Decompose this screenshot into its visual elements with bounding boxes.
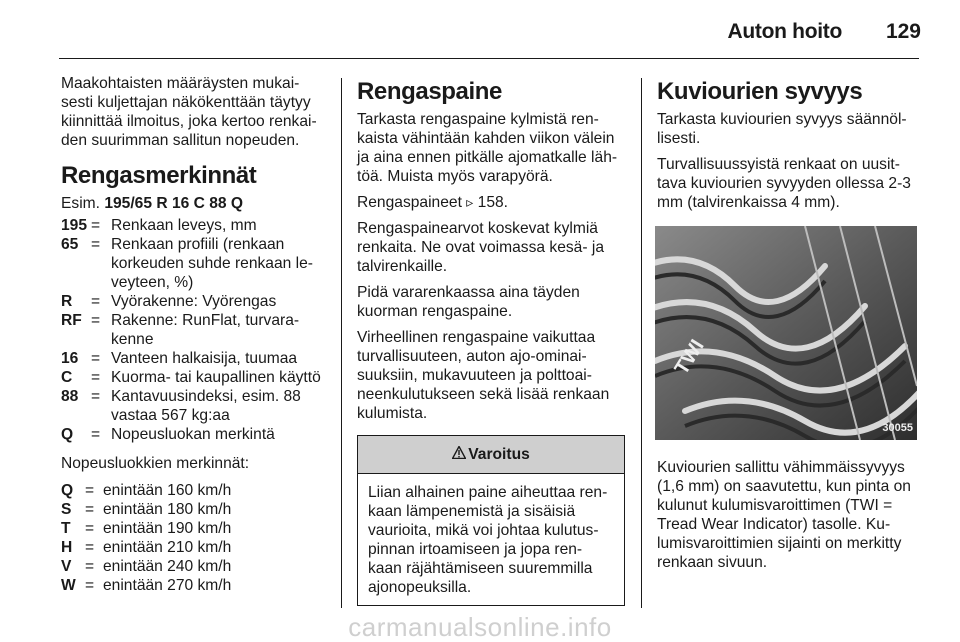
item-eq: = [85, 558, 95, 575]
example-line [61, 194, 331, 213]
twi-label: TWI [670, 335, 709, 379]
item-eq: = [85, 501, 95, 518]
item-desc: Rakenne: RunFlat, turvara-kenne [111, 312, 300, 348]
page-number: 129 [885, 20, 921, 43]
speed-intro: Nopeusluokkien merkinnät: [61, 455, 250, 472]
list-item [61, 387, 331, 425]
item-eq: = [91, 217, 101, 234]
item-key: C [61, 369, 73, 386]
warning-text: Liian alhainen paine aiheuttaa ren-kaan lämpenemistä ja sisäisiä vaurioita, mikä voi johtaa kulutus-pinnan irtoamiseen ja jopa ren-kaan räjähtämiseen suuremmilla ajonopeuksilla. [368, 484, 608, 596]
item-desc: enintään 160 km/h [103, 482, 232, 499]
item-key: 16 [61, 350, 79, 367]
header-divider [59, 58, 919, 59]
item-key: H [61, 539, 73, 556]
item-eq: = [91, 350, 101, 367]
tread-image [655, 226, 917, 440]
list-item [61, 311, 331, 349]
example-code: 195/65 R 16 C 88 Q [104, 195, 244, 212]
tread-p3: Kuviourien sallittu vähimmäissyvyys (1,6 mm) on saavutettu, kun pinta on kulunut kulumisvaroittimen (TWI = Tread Wear Indicator) tasolle. Ku-lumisvaroittimien sijainti on merkitty renkaan sivuun. [657, 459, 911, 571]
item-key: Q [61, 482, 74, 499]
item-desc: Kantavuusindeksi, esim. 88 vastaa 567 kg:aa [111, 388, 301, 424]
column-divider-1 [341, 78, 342, 608]
watermark: carmanualsonline.info [348, 612, 612, 642]
item-eq: = [85, 482, 95, 499]
list-item [61, 576, 331, 595]
image-number: 30055 [882, 422, 913, 434]
item-eq: = [85, 577, 95, 594]
item-desc: Renkaan profiili (renkaan korkeuden suhde renkaan le-veyteen, %) [111, 236, 313, 291]
item-desc: Renkaan leveys, mm [111, 217, 257, 234]
page-header [0, 0, 960, 58]
tread-p2: Turvallisuussyistä renkaat on uusit-tava kuviourien syvyyden ollessa 2-3 mm (talvirenkaissa 4 mm). [657, 156, 911, 211]
heading-tire-markings: Rengasmerkinnät [61, 162, 257, 189]
speed-list [61, 481, 331, 595]
example-label: Esim. [61, 195, 100, 212]
pressure-ref-page[interactable]: 158. [477, 194, 508, 211]
pressure-p3: Rengaspainearvot koskevat kylmiä renkaita. Ne ovat voimassa kesä- ja talvirenkaille. [357, 220, 605, 275]
heading-tread-depth: Kuviourien syvyys [657, 78, 863, 105]
warning-header [358, 436, 624, 474]
item-eq: = [91, 293, 101, 310]
tire-tread-illustration [655, 226, 917, 440]
item-key: T [61, 520, 71, 537]
warning-triangle-icon [452, 445, 466, 464]
markings-list [61, 216, 331, 444]
column-tread-depth [657, 74, 923, 579]
item-key: S [61, 501, 72, 518]
pressure-p5: Virheellinen rengaspaine vaikuttaa turvallisuuteen, auton ajo-ominai-suuksiin, mukavuuteen ja polttoai-neenkulutukseen sekä lisää renkaan kulumista. [357, 329, 610, 422]
list-item [61, 235, 331, 292]
item-eq: = [91, 369, 101, 386]
pressure-p1: Tarkasta rengaspaine kylmistä ren-kaista vähintään kahden viikon välein ja aina ennen pitkälle ajomatkalle läh-töä. Muista myös varapyörä. [357, 111, 618, 185]
item-eq: = [85, 520, 95, 537]
tread-p1: Tarkasta kuviourien syvyys säännöl-lisesti. [657, 111, 907, 147]
item-eq: = [91, 312, 101, 329]
section-title: Auton hoito [727, 20, 842, 43]
list-item [61, 216, 331, 235]
item-desc: enintään 210 km/h [103, 539, 232, 556]
item-key: W [61, 577, 76, 594]
list-item [61, 557, 331, 576]
list-item [61, 481, 331, 500]
pressure-ref-text: Rengaspaineet [357, 194, 462, 211]
item-desc: Vanteen halkaisija, tuumaa [111, 350, 298, 367]
list-item [61, 538, 331, 557]
item-key: 195 [61, 217, 88, 234]
item-key: R [61, 293, 73, 310]
item-key: V [61, 558, 72, 575]
column-divider-2 [641, 78, 642, 608]
list-item [61, 349, 331, 368]
item-desc: enintään 240 km/h [103, 558, 232, 575]
list-item [61, 425, 331, 444]
page-ref-arrow-icon: ▹ [466, 194, 474, 210]
item-desc: enintään 190 km/h [103, 520, 232, 537]
heading-tire-pressure: Rengaspaine [357, 78, 502, 105]
column-tire-pressure [357, 74, 625, 606]
item-key: 88 [61, 388, 79, 405]
item-eq: = [91, 388, 101, 405]
warning-box [357, 435, 625, 606]
item-desc: Nopeusluokan merkintä [111, 426, 275, 443]
item-eq: = [91, 236, 101, 253]
list-item [61, 500, 331, 519]
pressure-p2 [357, 193, 625, 212]
item-key: Q [61, 426, 74, 443]
warning-title: Varoitus [468, 446, 530, 463]
item-key: RF [61, 312, 82, 329]
item-eq: = [85, 539, 95, 556]
intro-paragraph: Maakohtaisten määräysten mukai-sesti kuljettajan näkökenttään täytyy kiinnittää ilmoitus, joka kertoo renkai-den suurimman sallitun nopeuden. [61, 75, 317, 149]
item-eq: = [91, 426, 101, 443]
item-key: 65 [61, 236, 79, 253]
item-desc: Kuorma- tai kaupallinen käyttö [111, 369, 321, 386]
list-item [61, 292, 331, 311]
pressure-p4: Pidä vararenkaassa aina täyden kuorman rengaspaine. [357, 284, 580, 320]
column-tire-markings [61, 74, 331, 605]
list-item [61, 368, 331, 387]
item-desc: enintään 270 km/h [103, 577, 232, 594]
item-desc: Vyörakenne: Vyörengas [111, 293, 277, 310]
item-desc: enintään 180 km/h [103, 501, 232, 518]
list-item [61, 519, 331, 538]
